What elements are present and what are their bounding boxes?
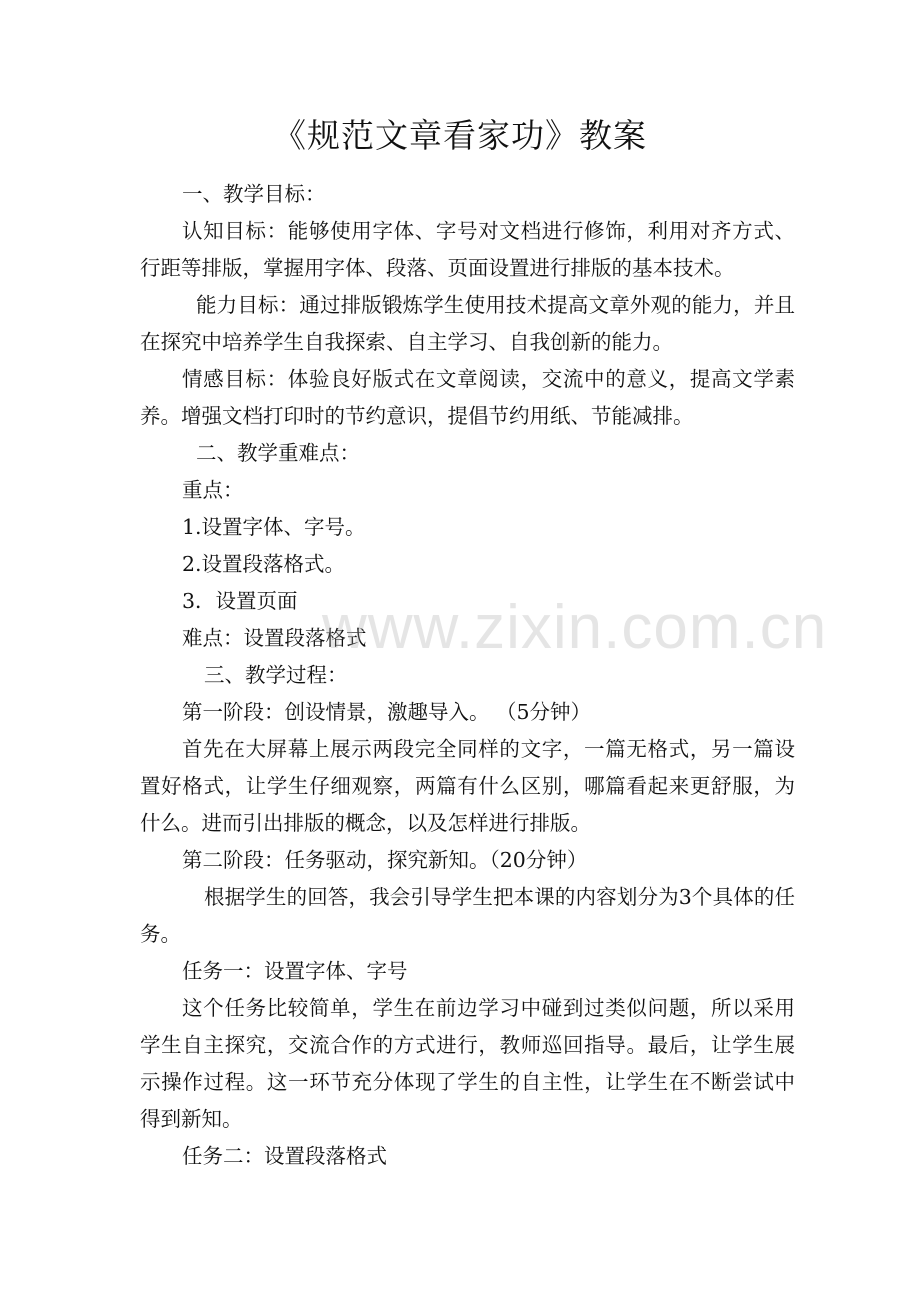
watermark-text: www.zixin.com.cn: [322, 593, 828, 662]
section-heading-process: 三、教学过程：: [204, 663, 348, 687]
section-heading-objectives: 一、教学目标：: [182, 182, 326, 206]
paragraph-stage-one-heading: 第一阶段：创设情景，激趣导入。 （5分钟）: [182, 700, 592, 724]
paragraph-task-one-body: 这个任务比较简单，学生在前边学习中碰到过类似问题，所以采用学生自主探究，交流合作的方式进行，教师巡回指导。最后，让学生展示操作过程。这一环节充分体现了学生的自主性，让学生在不断尝试中得到新知。: [140, 996, 795, 1131]
paragraph-task-two-heading: 任务二：设置段落格式: [182, 1144, 387, 1168]
paragraph-task-one-heading: 任务一：设置字体、字号: [182, 959, 408, 983]
list-item-key-point-2: 2.设置段落格式。: [182, 552, 346, 576]
document-body: [140, 176, 795, 1175]
paragraph-cognitive-goal: 认知目标：能够使用字体、字号对文档进行修饰，利用对齐方式、行距等排版，掌握用字体、段落、页面设置进行排版的基本技术。: [140, 219, 795, 280]
paragraph-stage-two-heading: 第二阶段：任务驱动，探究新知。（20分钟）: [182, 848, 588, 872]
paragraph-stage-one-body: 首先在大屏幕上展示两段完全同样的文字，一篇无格式，另一篇设置好格式，让学生仔细观察，两篇有什么区别，哪篇看起来更舒服，为什么。进而引出排版的概念，以及怎样进行排版。: [140, 737, 795, 835]
paragraph-emotional-goal: 情感目标：体验良好版式在文章阅读，交流中的意义，提高文学素养。增强文档打印时的节约意识，提倡节约用纸、节能减排。: [140, 367, 795, 428]
document-title: 《规范文章看家功》教案: [273, 116, 647, 155]
paragraph-key-points-label: 重点：: [182, 478, 244, 502]
paragraph-stage-two-body: 根据学生的回答，我会引导学生把本课的内容划分为3个具体的任务。: [140, 885, 795, 946]
paragraph-ability-goal: 能力目标：通过排版锻炼学生使用技术提高文章外观的能力，并且在探究中培养学生自我探索、自主学习、自我创新的能力。: [140, 293, 795, 354]
section-heading-key-points: 二、教学重难点：: [196, 441, 360, 465]
paragraph-difficulty: 难点：设置段落格式: [182, 626, 367, 650]
list-item-key-point-3: 3．设置页面: [182, 589, 298, 613]
list-item-key-point-1: 1.设置字体、字号。: [182, 515, 366, 539]
